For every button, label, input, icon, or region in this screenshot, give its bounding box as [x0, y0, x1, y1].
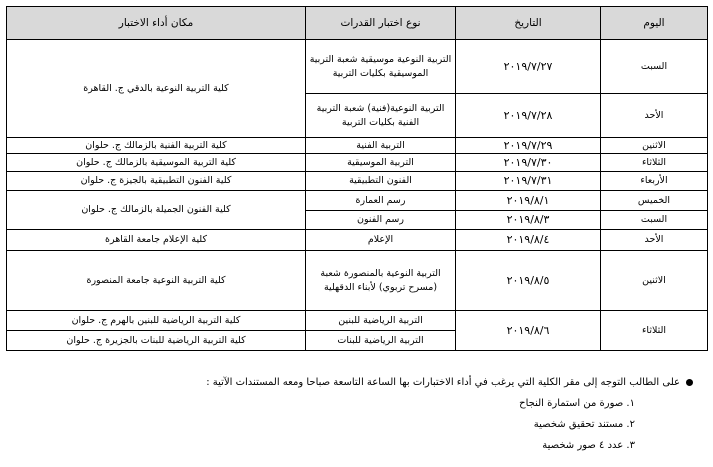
type-cell: التربية الفنية — [306, 138, 456, 154]
table-row — [7, 251, 708, 311]
place-cell: كلية التربية الرياضية للبنات بالجزيرة ج. حلوان — [7, 331, 306, 351]
table-row — [7, 154, 708, 172]
header-date: التاريخ — [456, 7, 601, 40]
table-row — [7, 191, 708, 211]
day-cell: الاثنين — [601, 251, 708, 311]
date-cell: ٢٠١٩/٨/٣ — [456, 211, 601, 230]
date-cell: ٢٠١٩/٧/٢٩ — [456, 138, 601, 154]
date-cell: ٢٠١٩/٨/٤ — [456, 230, 601, 251]
day-cell: الخميس — [601, 191, 708, 211]
place-cell: كلية التربية الموسيقية بالزمالك ج. حلوان — [7, 154, 306, 172]
day-cell: الاثنين — [601, 138, 708, 154]
type-cell: التربية الرياضية للبنات — [306, 331, 456, 351]
header-place: مكان أداء الاختبار — [7, 7, 306, 40]
day-cell: الثلاثاء — [601, 154, 708, 172]
table-row — [7, 138, 708, 154]
schedule-table — [6, 6, 708, 351]
notes-intro: على الطالب التوجه إلى مقر الكلية التي يرغب في أداء الاختبارات بها الساعة التاسعة صباحا ومعه المستندات الآتية : — [206, 377, 680, 388]
type-cell: التربية الرياضية للبنين — [306, 311, 456, 331]
place-cell: كلية الإعلام جامعة القاهرة — [7, 230, 306, 251]
type-cell: التربية النوعية موسيقية شعبة التربية الموسيقية بكليات التربية — [306, 40, 456, 94]
table-row — [7, 230, 708, 251]
bullet-icon — [686, 379, 693, 386]
date-cell: ٢٠١٩/٧/٢٨ — [456, 94, 601, 138]
date-cell: ٢٠١٩/٨/٦ — [456, 311, 601, 351]
place-cell: كلية التربية النوعية بالدقي ج. القاهرة — [7, 40, 306, 138]
day-cell: الأربعاء — [601, 172, 708, 191]
type-cell: التربية النوعية بالمنصورة شعبة (مسرح تربوي) لأبناء الدقهلية — [306, 251, 456, 311]
type-cell: رسم العمارة — [306, 191, 456, 211]
place-cell: كلية التربية النوعية جامعة المنصورة — [7, 251, 306, 311]
day-cell: الأحد — [601, 230, 708, 251]
place-cell: كلية الفنون الجميلة بالزمالك ج. حلوان — [7, 191, 306, 230]
place-cell: كلية التربية الفنية بالزمالك ج. حلوان — [7, 138, 306, 154]
day-cell: السبت — [601, 211, 708, 230]
type-cell: رسم الفنون — [306, 211, 456, 230]
date-cell: ٢٠١٩/٧/٣١ — [456, 172, 601, 191]
day-cell: الثلاثاء — [601, 311, 708, 351]
date-cell: ٢٠١٩/٨/١ — [456, 191, 601, 211]
table-row — [7, 40, 708, 94]
type-cell: التربية النوعية(فنية) شعبة التربية الفنية بكليات التربية — [306, 94, 456, 138]
header-row — [7, 7, 708, 40]
date-cell: ٢٠١٩/٧/٢٧ — [456, 40, 601, 94]
requirements-notes — [10, 372, 693, 456]
notes-intro-line — [10, 372, 693, 393]
place-cell: كلية الفنون التطبيقية بالجيزة ج. حلوان — [7, 172, 306, 191]
list-item: ١. صورة من استمارة النجاح — [519, 398, 635, 409]
day-cell: السبت — [601, 40, 708, 94]
date-cell: ٢٠١٩/٨/٥ — [456, 251, 601, 311]
header-day: اليوم — [601, 7, 708, 40]
day-cell: الأحد — [601, 94, 708, 138]
date-cell: ٢٠١٩/٧/٣٠ — [456, 154, 601, 172]
type-cell: الفنون التطبيقية — [306, 172, 456, 191]
type-cell: الإعلام — [306, 230, 456, 251]
list-item: ٣. عدد ٤ صور شخصية — [542, 440, 635, 451]
type-cell: التربية الموسيقية — [306, 154, 456, 172]
header-type: نوع اختبار القدرات — [306, 7, 456, 40]
place-cell: كلية التربية الرياضية للبنين بالهرم ج. حلوان — [7, 311, 306, 331]
table-row — [7, 172, 708, 191]
list-item: ٢. مستند تحقيق شخصية — [533, 419, 635, 430]
table-row — [7, 311, 708, 331]
